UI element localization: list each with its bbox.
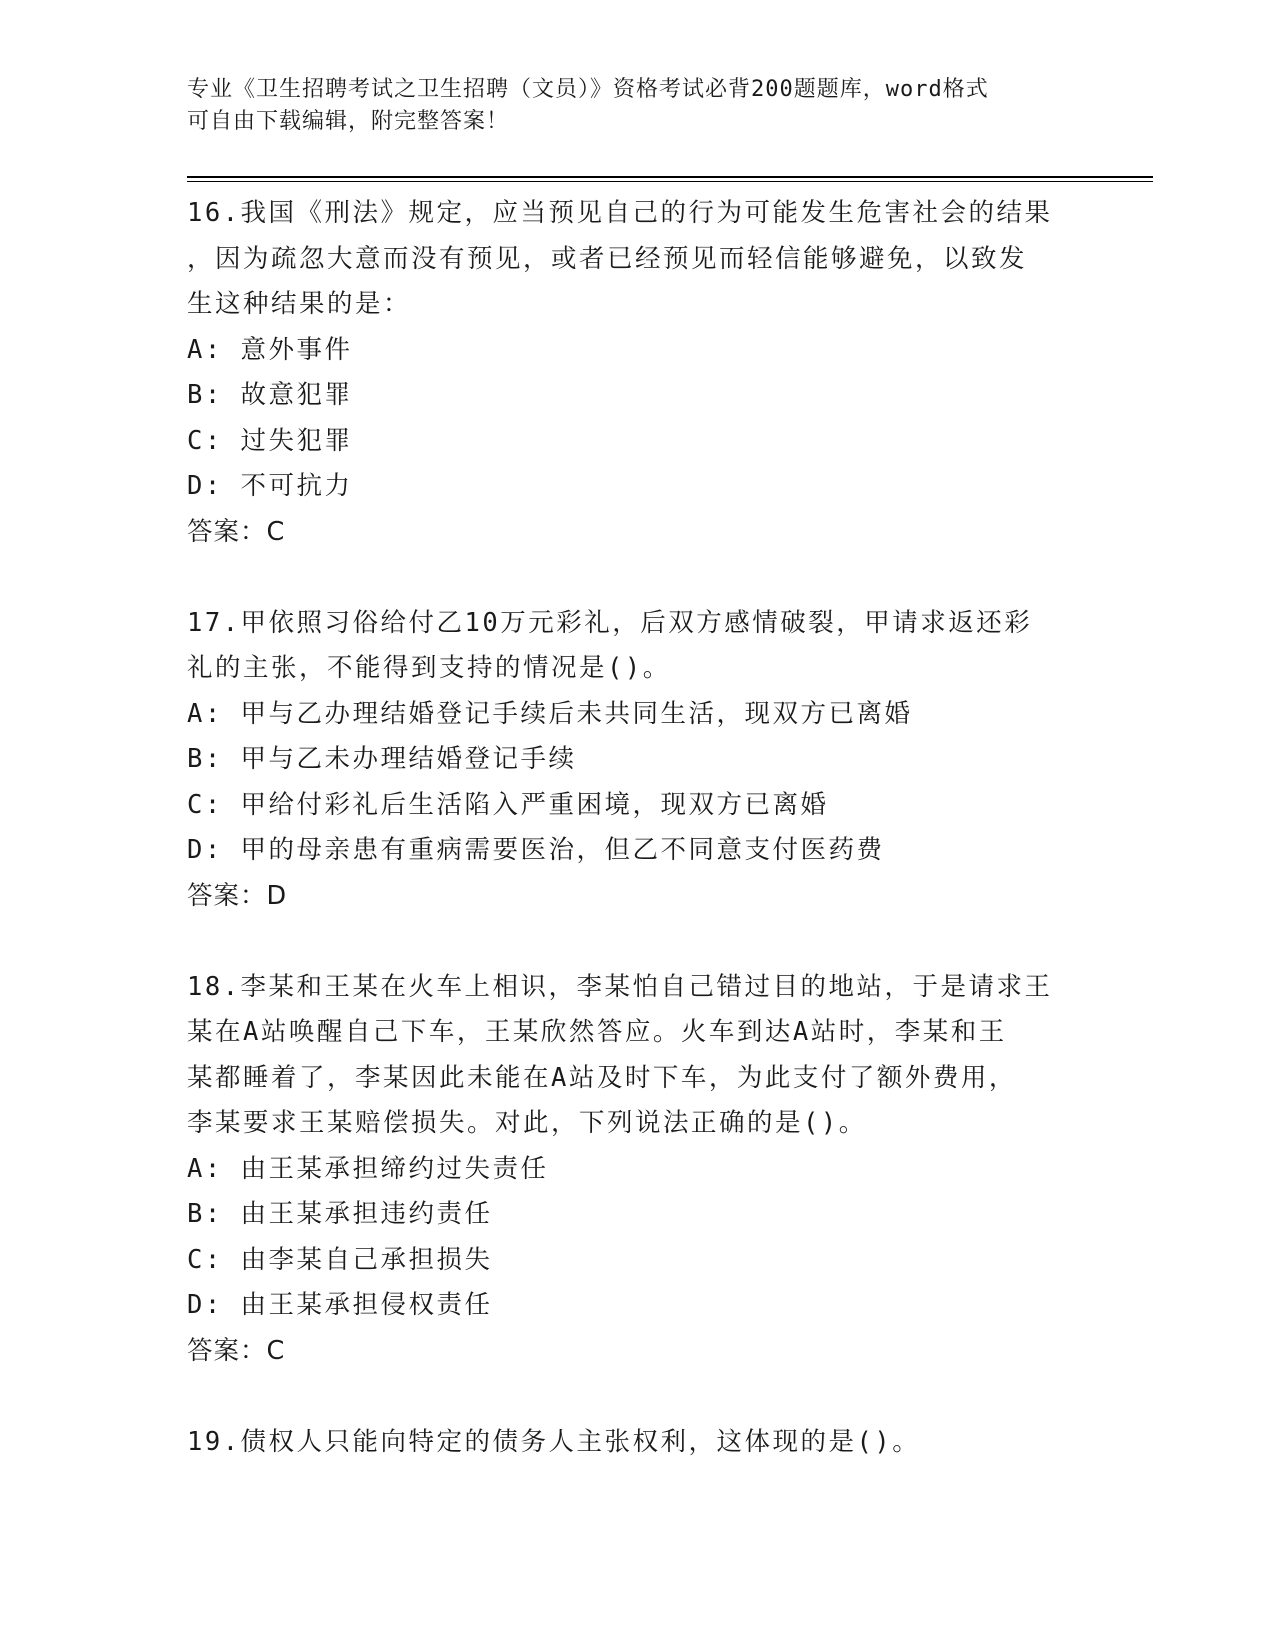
option-a: A: 甲与乙办理结婚登记手续后未共同生活，现双方已离婚 bbox=[187, 698, 913, 729]
header-rule-thin bbox=[187, 181, 1153, 182]
question-19 bbox=[187, 1420, 1087, 1466]
question-18 bbox=[187, 965, 1087, 1375]
question-text-line: 某都睡着了，李某因此未能在A站及时下车，为此支付了额外费用， bbox=[187, 1062, 1017, 1093]
option-c: C: 由李某自己承担损失 bbox=[187, 1244, 493, 1275]
question-list bbox=[187, 191, 1087, 1465]
option-b: B: 甲与乙未办理结婚登记手续 bbox=[187, 744, 577, 774]
option-a: A: 由王某承担缔约过失责任 bbox=[187, 1153, 549, 1184]
question-spacer bbox=[187, 919, 1087, 965]
header-line-2: 可自由下载编辑，附完整答案！ bbox=[187, 109, 510, 134]
question-spacer bbox=[187, 555, 1087, 601]
question-17 bbox=[187, 601, 1087, 920]
document-header bbox=[187, 74, 1087, 138]
question-text-line: 19.债权人只能向特定的债务人主张权利，这体现的是()。 bbox=[187, 1426, 921, 1457]
question-text-line: 生这种结果的是： bbox=[187, 289, 412, 319]
option-d: D: 由王某承担侵权责任 bbox=[187, 1290, 493, 1320]
option-a: A: 意外事件 bbox=[187, 334, 353, 365]
answer-label: 答案：D bbox=[187, 880, 288, 911]
option-d: D: 不可抗力 bbox=[187, 471, 353, 501]
question-text-line: 18.李某和王某在火车上相识，李某怕自己错过目的地站，于是请求王 bbox=[187, 971, 1053, 1002]
question-text-line: ，因为疏忽大意而没有预见，或者已经预见而轻信能够避免，以致发 bbox=[187, 243, 1028, 274]
option-c: C: 过失犯罪 bbox=[187, 425, 353, 456]
header-line-1: 专业《卫生招聘考试之卫生招聘（文员）》资格考试必背200题题库，word格式 bbox=[187, 77, 989, 102]
question-text-line: 16.我国《刑法》规定，应当预见自己的行为可能发生危害社会的结果 bbox=[187, 198, 1053, 228]
question-spacer bbox=[187, 1374, 1087, 1420]
question-text-line: 李某要求王某赔偿损失。对此，下列说法正确的是()。 bbox=[187, 1108, 867, 1138]
option-d: D: 甲的母亲患有重病需要医治，但乙不同意支付医药费 bbox=[187, 835, 885, 865]
answer-label: 答案：C bbox=[187, 1335, 286, 1366]
question-text-line: 17.甲依照习俗给付乙10万元彩礼，后双方感情破裂，甲请求返还彩 bbox=[187, 607, 1033, 638]
question-16 bbox=[187, 191, 1087, 555]
option-c: C: 甲给付彩礼后生活陷入严重困境，现双方已离婚 bbox=[187, 789, 829, 820]
question-text-line: 礼的主张，不能得到支持的情况是()。 bbox=[187, 653, 671, 683]
question-text-line: 某在A站唤醒自己下车，王某欣然答应。火车到达A站时，李某和王 bbox=[187, 1017, 1007, 1047]
option-b: B: 故意犯罪 bbox=[187, 380, 353, 410]
header-rule-thick bbox=[187, 176, 1153, 178]
option-b: B: 由王某承担违约责任 bbox=[187, 1199, 493, 1229]
answer-label: 答案：C bbox=[187, 516, 286, 547]
